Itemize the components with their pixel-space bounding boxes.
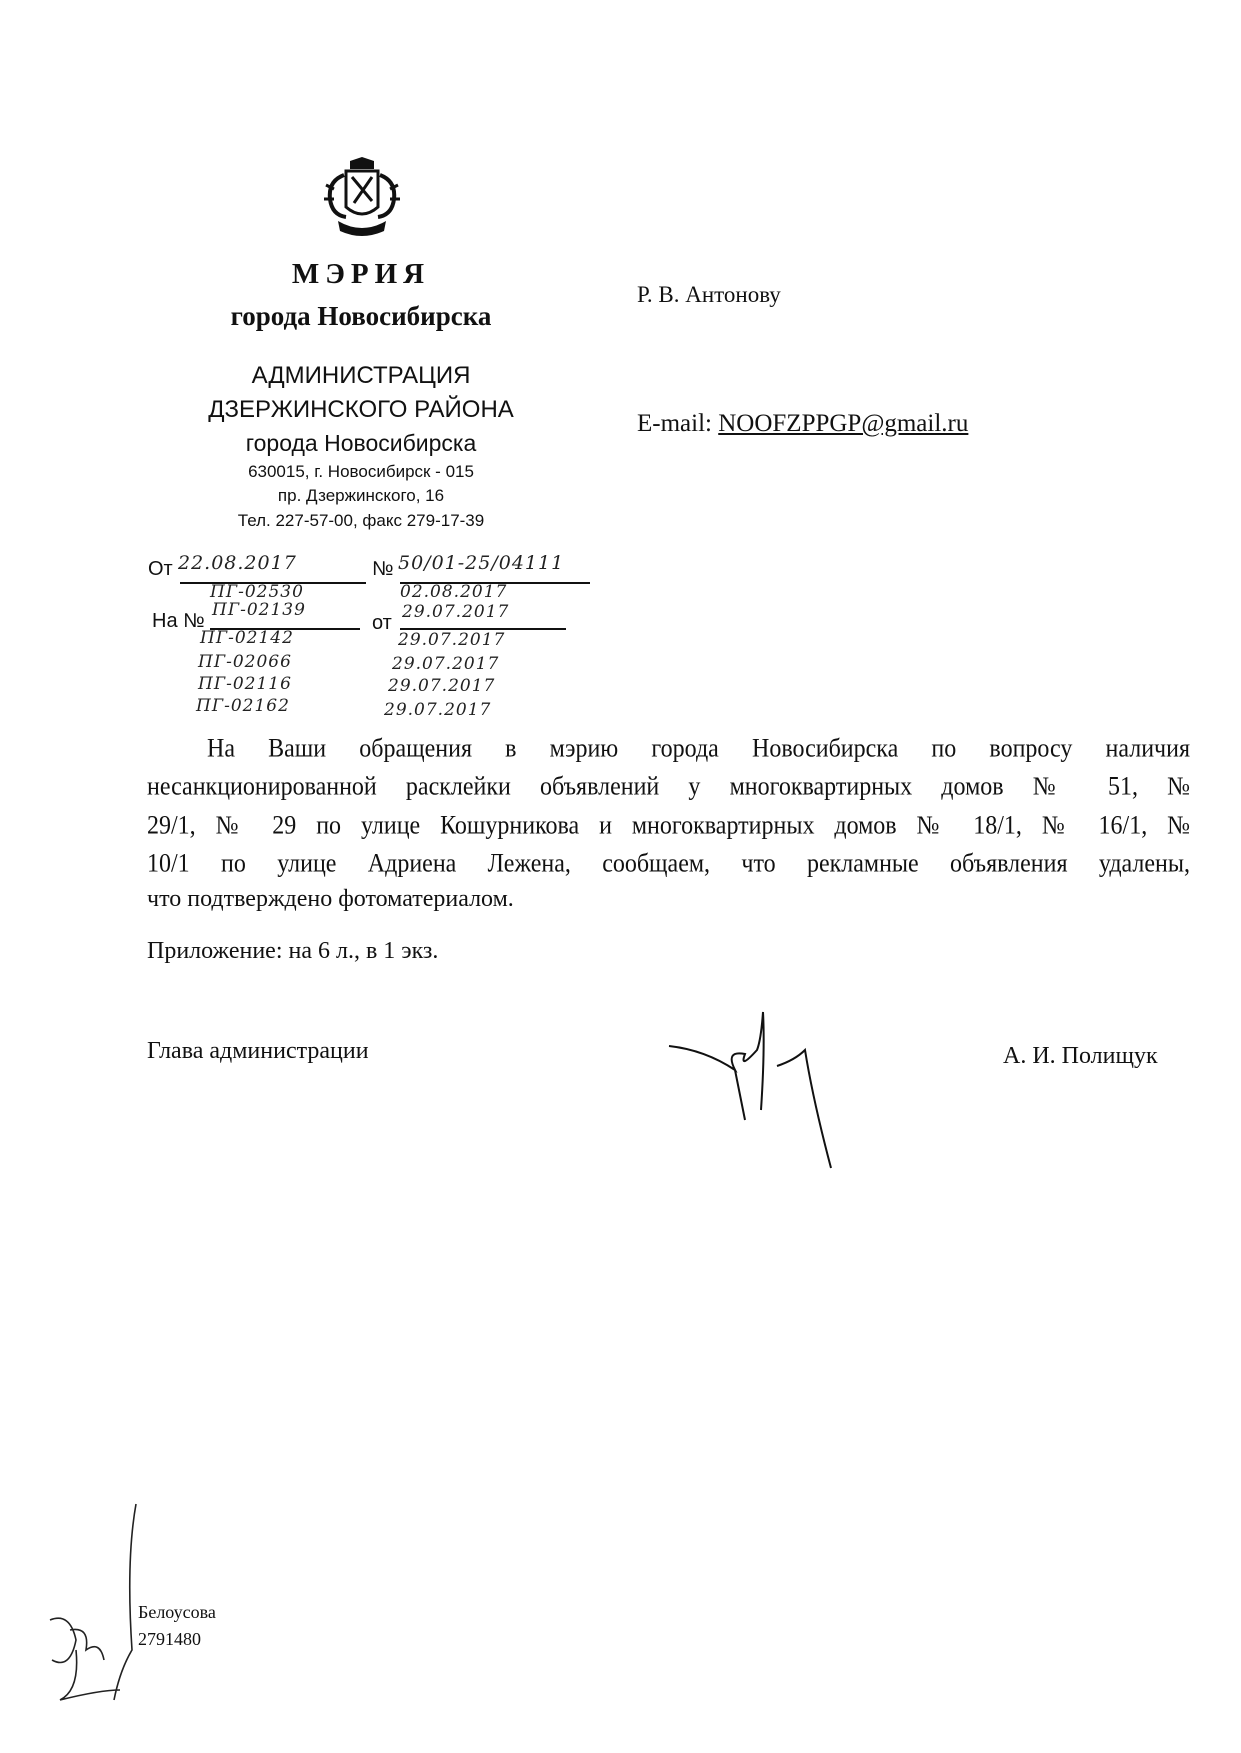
ref-date: 29.07.2017 xyxy=(388,676,496,696)
executor-initials-mark xyxy=(40,1500,150,1710)
ref-number: ПГ-02142 xyxy=(200,628,294,648)
recipient-email-row xyxy=(637,410,968,438)
ref-number: ПГ-02139 xyxy=(212,600,306,620)
handwritten-signature xyxy=(665,1010,835,1170)
reply-date-label: от xyxy=(372,612,392,634)
district-title: ДЗЕРЖИНСКОГО РАЙОНА xyxy=(208,396,514,423)
district-city: города Новосибирска xyxy=(245,430,477,456)
from-date: 22.08.2017 xyxy=(178,552,297,574)
signatory-position: Глава администрации xyxy=(147,1038,369,1064)
body-line: что подтверждено фотоматериалом. xyxy=(147,886,514,912)
ref-number: ПГ-02116 xyxy=(198,674,292,694)
signatory-name: А. И. Полищук xyxy=(1003,1043,1158,1069)
body-line: На Ваши обращения в мэрию города Новосибирска по вопросу наличия xyxy=(207,735,1190,764)
executor-phone: 2791480 xyxy=(138,1629,201,1649)
body-line: несанкционированной расклейки объявлений у многоквартирных домов № 51, № xyxy=(147,773,1190,802)
ref-date: 29.07.2017 xyxy=(398,630,506,650)
executor-name: Белоусова xyxy=(138,1602,216,1622)
reply-label: На № xyxy=(152,610,205,632)
phone-fax: Тел. 227-57-00, факс 279-17-39 xyxy=(237,511,485,530)
body-line: 29/1, № 29 по улице Кошурникова и многоквартирных домов № 18/1, № 16/1, № xyxy=(147,812,1190,841)
city-title: города Новосибирска xyxy=(230,301,492,331)
ref-date: 29.07.2017 xyxy=(402,602,510,622)
ref-number: ПГ-02066 xyxy=(198,652,292,672)
from-label: От xyxy=(148,558,173,580)
street-address: пр. Дзержинского, 16 xyxy=(277,486,445,505)
ref-number: ПГ-02162 xyxy=(196,696,290,716)
attachment-note: Приложение: на 6 л., в 1 экз. xyxy=(147,938,439,964)
body-line: 10/1 по улице Адриена Лежена, сообщаем, что рекламные объявления удалены, xyxy=(147,850,1190,879)
administration-title: АДМИНИСТРАЦИЯ xyxy=(251,362,471,389)
email-link[interactable]: NOOFZPPGP@gmail.ru xyxy=(718,410,969,437)
coat-of-arms-emblem xyxy=(320,155,404,241)
email-label: E-mail: xyxy=(637,410,712,437)
ref-number: ПГ-02530 xyxy=(210,582,304,602)
number-label: № xyxy=(372,558,394,580)
outgoing-number: 50/01-25/04111 xyxy=(398,552,565,574)
recipient-name: Р. В. Антонову xyxy=(637,282,781,307)
ref-date: 29.07.2017 xyxy=(392,654,500,674)
ref-date: 02.08.2017 xyxy=(400,582,508,602)
mayor-office-title: МЭРИЯ xyxy=(291,258,431,290)
postal-address: 630015, г. Новосибирск - 015 xyxy=(248,462,474,481)
ref-date: 29.07.2017 xyxy=(384,700,492,720)
